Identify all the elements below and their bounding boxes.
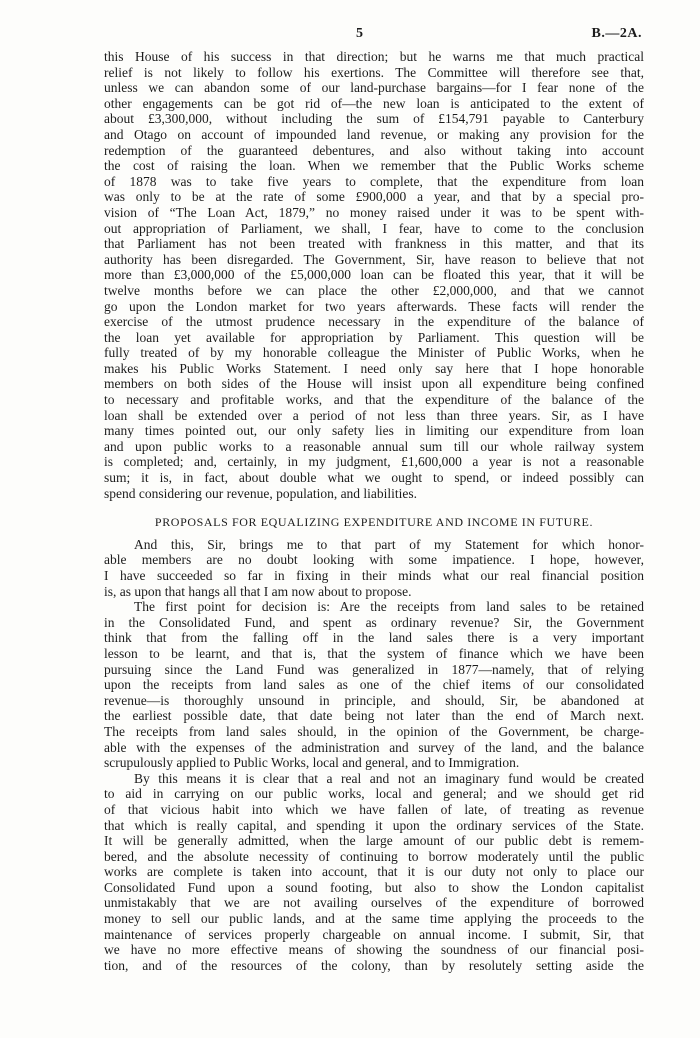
text-line: the earliest possible date, that date being not later than the end of March next.: [104, 708, 644, 724]
text-line: scrupulously applied to Public Works, local and general, and to Immigration.: [104, 755, 520, 771]
text-line: think that from the falling off in the land sales there is a very important: [104, 630, 644, 646]
text-line: that which is really capital, and spending it upon the ordinary services of the State.: [104, 817, 644, 833]
text-line: The receipts from land sales should, in the opinion of the Government, be charge-: [104, 723, 644, 739]
text-line: that Parliament has not been treated with frankness in this matter, and that its: [104, 236, 644, 252]
text-line: works are complete is taken into account, that it is our duty not only to place our: [104, 864, 644, 880]
text-line: tion, and of the resources of the colony, than by resolutely setting aside the: [104, 957, 644, 973]
body-text: [104, 49, 644, 973]
text-line: this House of his success in that direction; but he warns me that much practical: [104, 49, 644, 64]
text-line: fully treated of by my honorable colleague the Minister of Public Works, when he: [104, 345, 644, 361]
text-line: And this, Sir, brings me to that part of my Statement for which honor-: [134, 536, 644, 552]
text-line: of 1878 was to take five years to complete, that the expenditure from loan: [104, 173, 644, 189]
text-line: spend considering our revenue, population, and liabilities.: [104, 485, 418, 501]
text-line: go upon the London market for two years afterwards. These facts will render the: [104, 298, 644, 314]
text-line: to necessary and profitable works, and that the expenditure of the balance of the: [104, 392, 644, 408]
text-line: Consolidated Fund upon a sound footing, but also to show the London capitalist: [104, 879, 644, 895]
text-line: and upon public works to a reasonable annual sum till our whole railway system: [104, 438, 644, 454]
text-line: was only to be at the rate of some £900,000 a year, and that by a special pro-: [104, 189, 644, 205]
text-line: bered, and the absolute necessity of continuing to borrow moderately until the public: [104, 848, 644, 864]
text-line: able with the expenses of the administration and survey of the land, and the balance: [104, 739, 644, 755]
text-line: revenue—is thoroughly unsound in principle, and should, Sir, be abandoned at: [104, 692, 644, 708]
text-line: loan shall be extended over a period of not less than three years. Sir, as I have: [104, 407, 644, 423]
text-line: By this means it is clear that a real and not an imaginary fund would be created: [134, 770, 644, 786]
text-line: The first point for decision is: Are the receipts from land sales to be retained: [134, 599, 644, 615]
text-line: the cost of raising the loan. When we remember that the Public Works scheme: [104, 158, 644, 174]
document-reference: B.—2A.: [591, 26, 642, 41]
text-line: many times pointed out, our only safety lies in limiting our expenditure from loan: [104, 423, 644, 439]
text-line: twelve months before we can place the other £2,000,000, and that we cannot: [104, 282, 644, 298]
text-line: unmistakably that we are not availing ourselves of the expenditure of borrowed: [104, 895, 644, 911]
text-line: pursuing since the Land Fund was generalized in 1877—namely, that of relying: [104, 661, 644, 677]
text-line: It will be generally admitted, when the large amount of our public debt is remem-: [104, 833, 644, 849]
text-line: sum; it is, in fact, about double what we ought to spend, or indeed possibly can: [104, 470, 644, 486]
text-line: the loan yet available for appropriation by Parliament. This question will be: [104, 329, 644, 345]
text-line: redemption of the guaranteed debentures, and also without taking into account: [104, 142, 644, 158]
text-line: unless we can abandon some of our land-purchase bargains—for I fear none of the: [104, 80, 644, 96]
text-line: members on both sides of the House will insist upon all expenditure being confined: [104, 376, 644, 392]
paragraph-1: [104, 537, 644, 599]
text-line: maintenance of services properly chargeable on annual income. I submit, Sir, that: [104, 926, 644, 942]
text-line: of that vicious habit into which we have fallen of late, of treating as revenue: [104, 801, 644, 817]
paragraph-2: [104, 599, 644, 771]
opening-section: [104, 49, 644, 501]
text-line: is, as upon that hangs all that I am now about to propose.: [104, 583, 412, 599]
text-line: in the Consolidated Fund, and spent as ordinary revenue? Sir, the Government: [104, 614, 644, 630]
text-line: upon the receipts from land sales as one of the chief items of our consolidated: [104, 677, 644, 693]
page-number: 5: [356, 26, 363, 41]
text-line: makes his Public Works Statement. I need only say here that I hope honorable: [104, 360, 644, 376]
text-line: is completed; and, certainly, in my judgment, £1,600,000 a year is not a reasonable: [104, 454, 644, 470]
text-line: exercise of the utmost prudence necessary in the expenditure of the balance of: [104, 314, 644, 330]
page-header: [104, 26, 642, 46]
text-line: lesson to be learnt, and that is, that the system of finance which we have been: [104, 645, 644, 661]
text-line: money to sell our public lands, and at the same time applying the proceeds to the: [104, 911, 644, 927]
text-line: able members are no doubt looking with some impatience. I hope, however,: [104, 552, 644, 568]
text-line: to aid in carrying on our public works, local and general; and we should get rid: [104, 786, 644, 802]
text-line: relief is not likely to follow his exertions. The Committee will therefore see that,: [104, 64, 644, 80]
text-line: about £3,300,000, without including the sum of £154,791 payable to Canterbury: [104, 111, 644, 127]
paragraph-3: [104, 771, 644, 974]
text-line: vision of “The Loan Act, 1879,” no money raised under it was to be spent with-: [104, 204, 644, 220]
text-line: authority has been disregarded. The Government, Sir, have reason to believe that not: [104, 251, 644, 267]
text-line: more than £3,000,000 of the £5,000,000 loan can be floated this year, that it will be: [104, 267, 644, 283]
text-line: we have no more effective means of showing the soundness of our financial posi-: [104, 942, 644, 958]
text-line: out appropriation of Parliament, we shall, I fear, have to come to the conclusion: [104, 220, 644, 236]
text-line: and Otago on account of impounded land revenue, or making any provision for the: [104, 126, 644, 142]
section-heading: PROPOSALS FOR EQUALIZING EXPENDITURE AND INCOME IN FUTURE.: [154, 515, 594, 530]
text-line: other engagements can be got rid of—the new loan is anticipated to the extent of: [104, 95, 644, 111]
text-line: I have succeeded so far in fixing in their minds what our real financial position: [104, 568, 644, 583]
